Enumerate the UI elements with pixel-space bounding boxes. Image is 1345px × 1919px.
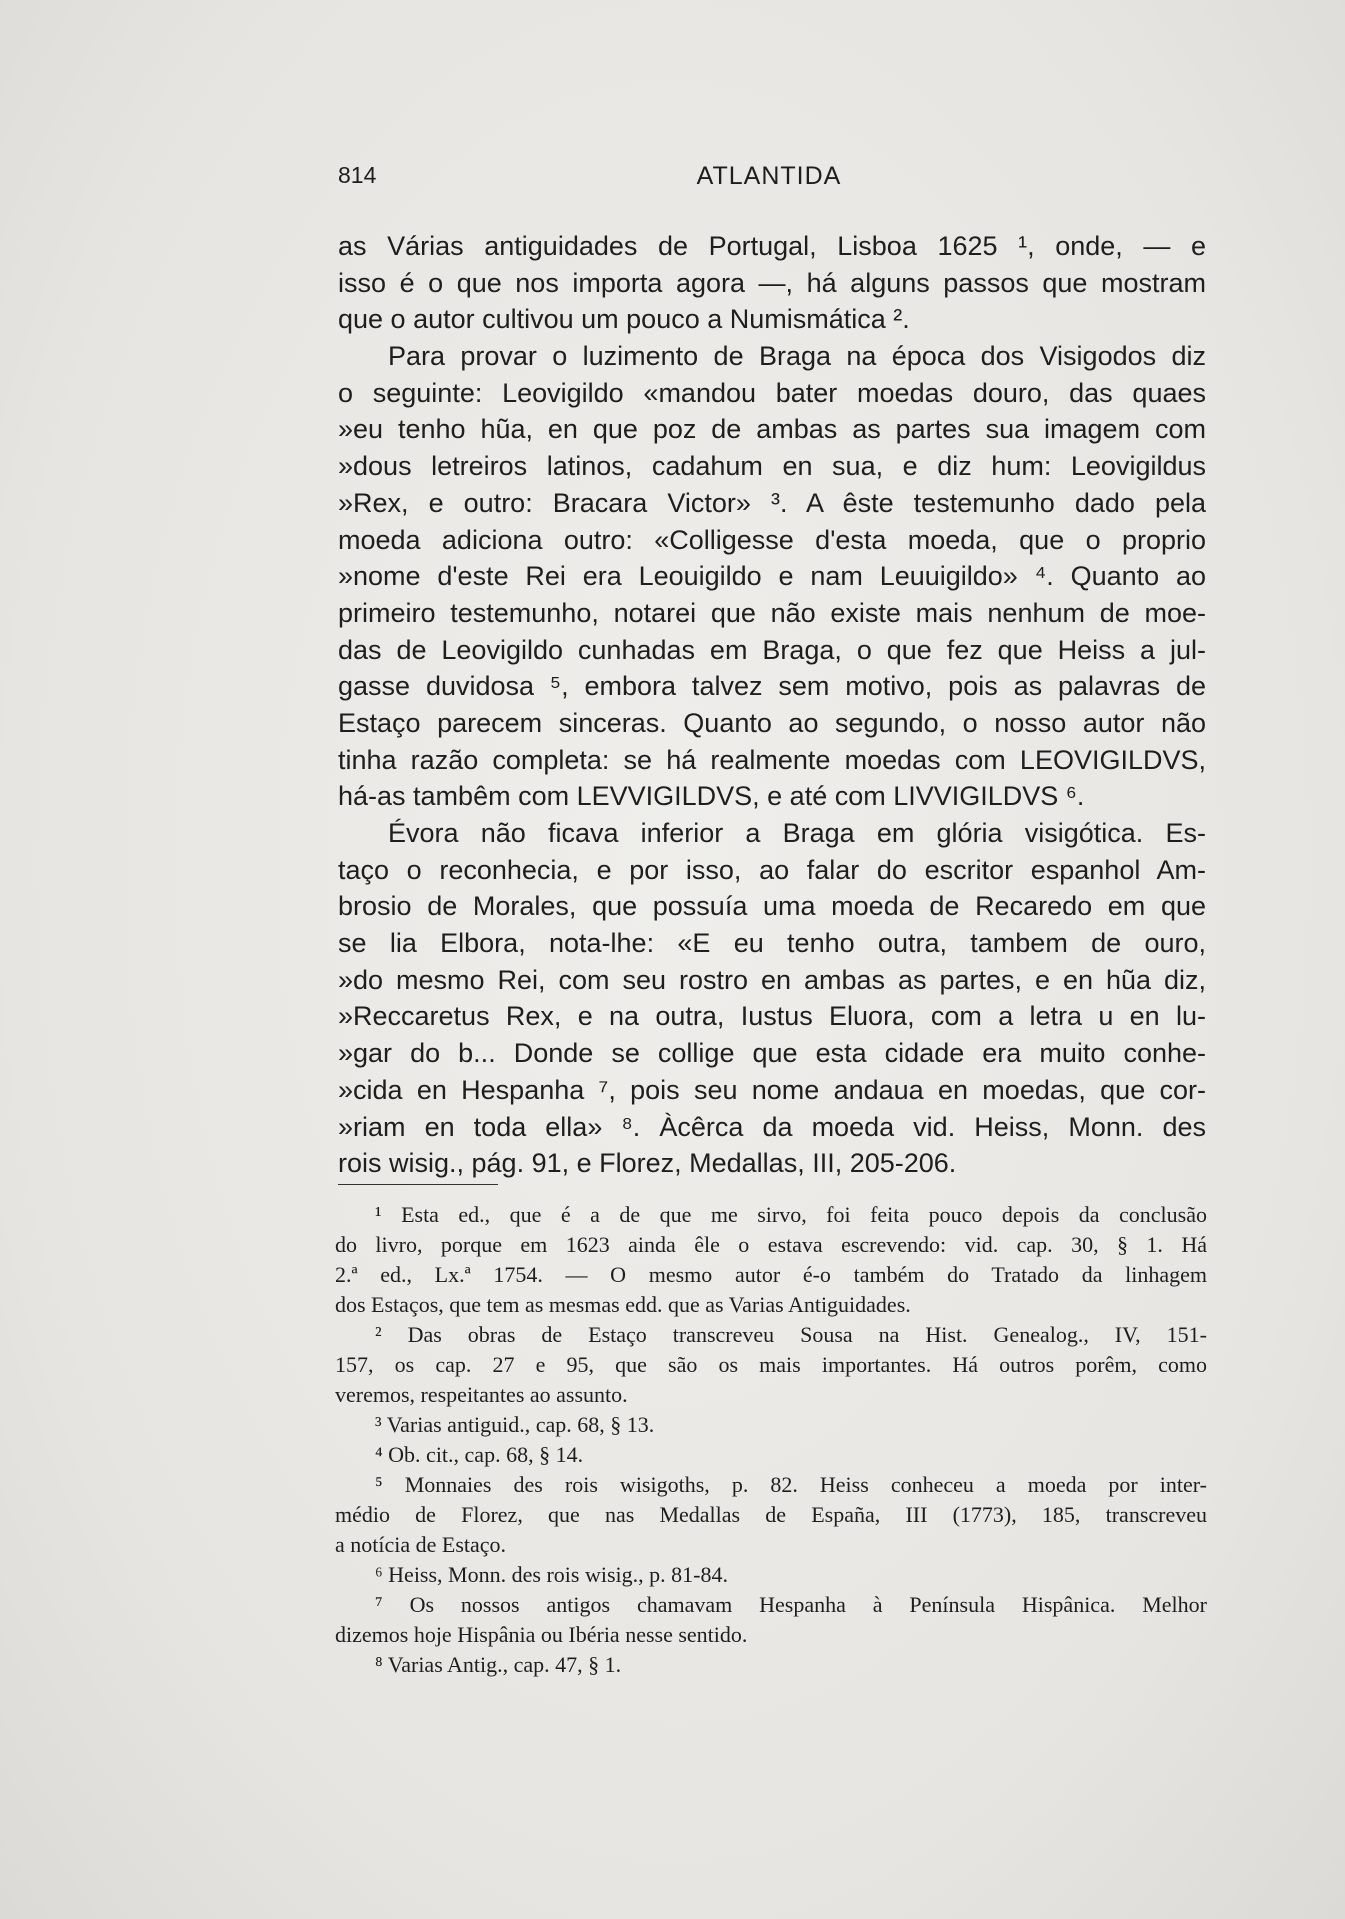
footnote-line: ¹ Esta ed., que é a de que me sirvo, foi feita pouco depois da conclusão <box>375 1202 1207 1227</box>
running-title: ATLANTIDA <box>696 162 842 190</box>
text-line: »eu tenho hũa, en que poz de ambas as partes sua imagem com <box>338 414 1206 445</box>
text-line: »Rex, e outro: Bracara Victor» ³. A êste testemunho dado pela <box>338 487 1206 518</box>
text-line: das de Leovigildo cunhadas em Braga, o que fez que Heiss a jul- <box>338 634 1206 665</box>
footnote-line: dos Estaços, que tem as mesmas edd. que as Varias Antiguidades. <box>335 1292 911 1317</box>
text-line: há-as tambêm com LEVVIGILDVS, e até com LIVVIGILDVS ⁶. <box>338 781 1085 812</box>
footnote-line: ⁶ Heiss, Monn. des rois wisig., p. 81-84. <box>375 1562 728 1587</box>
footnote-separator <box>338 1184 498 1185</box>
text-line: »riam en toda ella» ⁸. Àcêrca da moeda vid. Heiss, Monn. des <box>338 1111 1206 1142</box>
footnote-line: do livro, porque em 1623 ainda êle o estava escrevendo: vid. cap. 30, § 1. Há <box>335 1232 1207 1257</box>
page-header <box>338 158 1200 198</box>
text-line: o seguinte: Leovigildo «mandou bater moedas douro, das quaes <box>338 377 1206 408</box>
footnote-line: ³ Varias antiguid., cap. 68, § 13. <box>375 1412 655 1437</box>
footnote-line: a notícia de Estaço. <box>335 1532 507 1557</box>
text-line: tinha razão completa: se há realmente moedas com LEOVIGILDVS, <box>338 744 1206 775</box>
footnote-line: ² Das obras de Estaço transcreveu Sousa na Hist. Genealog., IV, 151- <box>375 1322 1207 1347</box>
text-line: Estaço parecem sinceras. Quanto ao segundo, o nosso autor não <box>338 707 1206 738</box>
footnote-line: 2.ª ed., Lx.ª 1754. — O mesmo autor é-o também do Tratado da linhagem <box>335 1262 1207 1287</box>
page-number: 814 <box>338 162 377 188</box>
text-line: se lia Elbora, nota-lhe: «E eu tenho outra, tambem de ouro, <box>338 928 1206 959</box>
text-line: primeiro testemunho, notarei que não existe mais nenhum de moe- <box>338 597 1206 628</box>
footnote-line: veremos, respeitantes ao assunto. <box>335 1382 628 1407</box>
footnotes <box>335 1200 1207 1680</box>
text-line: Para provar o luzimento de Braga na época dos Visigodos diz <box>388 341 1206 372</box>
text-line: »dous letreiros latinos, cadahum en sua, e diz hum: Leovigildus <box>338 451 1206 482</box>
text-line: taço o reconhecia, e por isso, ao falar do escritor espanhol Am- <box>338 854 1206 885</box>
text-line: gasse duvidosa ⁵, embora talvez sem motivo, pois as palavras de <box>338 671 1206 702</box>
text-line: »cida en Hespanha ⁷, pois seu nome andaua en moedas, que cor- <box>338 1074 1206 1105</box>
main-text <box>338 228 1206 1182</box>
text-line: »do mesmo Rei, com seu rostro en ambas as partes, e en hũa diz, <box>338 964 1206 995</box>
footnote-line: ⁴ Ob. cit., cap. 68, § 14. <box>375 1442 584 1467</box>
text-line: »Reccaretus Rex, e na outra, Iustus Eluora, com a letra u en lu- <box>338 1001 1206 1032</box>
text-line: moeda adiciona outro: «Colligesse d'esta moeda, que o proprio <box>338 524 1206 555</box>
footnote-line: ⁷ Os nossos antigos chamavam Hespanha à Península Hispânica. Melhor <box>375 1592 1207 1617</box>
text-line: »gar do b... Donde se collige que esta cidade era muito conhe- <box>338 1038 1206 1069</box>
text-line: isso é o que nos importa agora —, há alguns passos que mostram <box>338 267 1206 298</box>
footnote-line: médio de Florez, que nas Medallas de España, III (1773), 185, transcreveu <box>335 1502 1207 1527</box>
text-line: »nome d'este Rei era Leouigildo e nam Leuuigildo» ⁴. Quanto ao <box>338 561 1206 592</box>
footnote-line: dizemos hoje Hispânia ou Ibéria nesse sentido. <box>335 1622 748 1647</box>
footnote-line: ⁵ Monnaies des rois wisigoths, p. 82. Heiss conheceu a moeda por inter- <box>375 1472 1207 1497</box>
footnote-line: 157, os cap. 27 e 95, que são os mais importantes. Há outros porêm, como <box>335 1352 1207 1377</box>
footnote-line: ⁸ Varias Antig., cap. 47, § 1. <box>375 1652 622 1677</box>
text-line: as Várias antiguidades de Portugal, Lisboa 1625 ¹, onde, — e <box>338 231 1206 261</box>
text-line: Évora não ficava inferior a Braga em glória visigótica. Es- <box>388 818 1206 848</box>
text-line: que o autor cultivou um pouco a Numismática ². <box>338 304 910 335</box>
text-line: rois wisig., pág. 91, e Florez, Medallas, III, 205-206. <box>338 1148 957 1179</box>
text-line: brosio de Morales, que possuía uma moeda de Recaredo em que <box>338 891 1206 922</box>
